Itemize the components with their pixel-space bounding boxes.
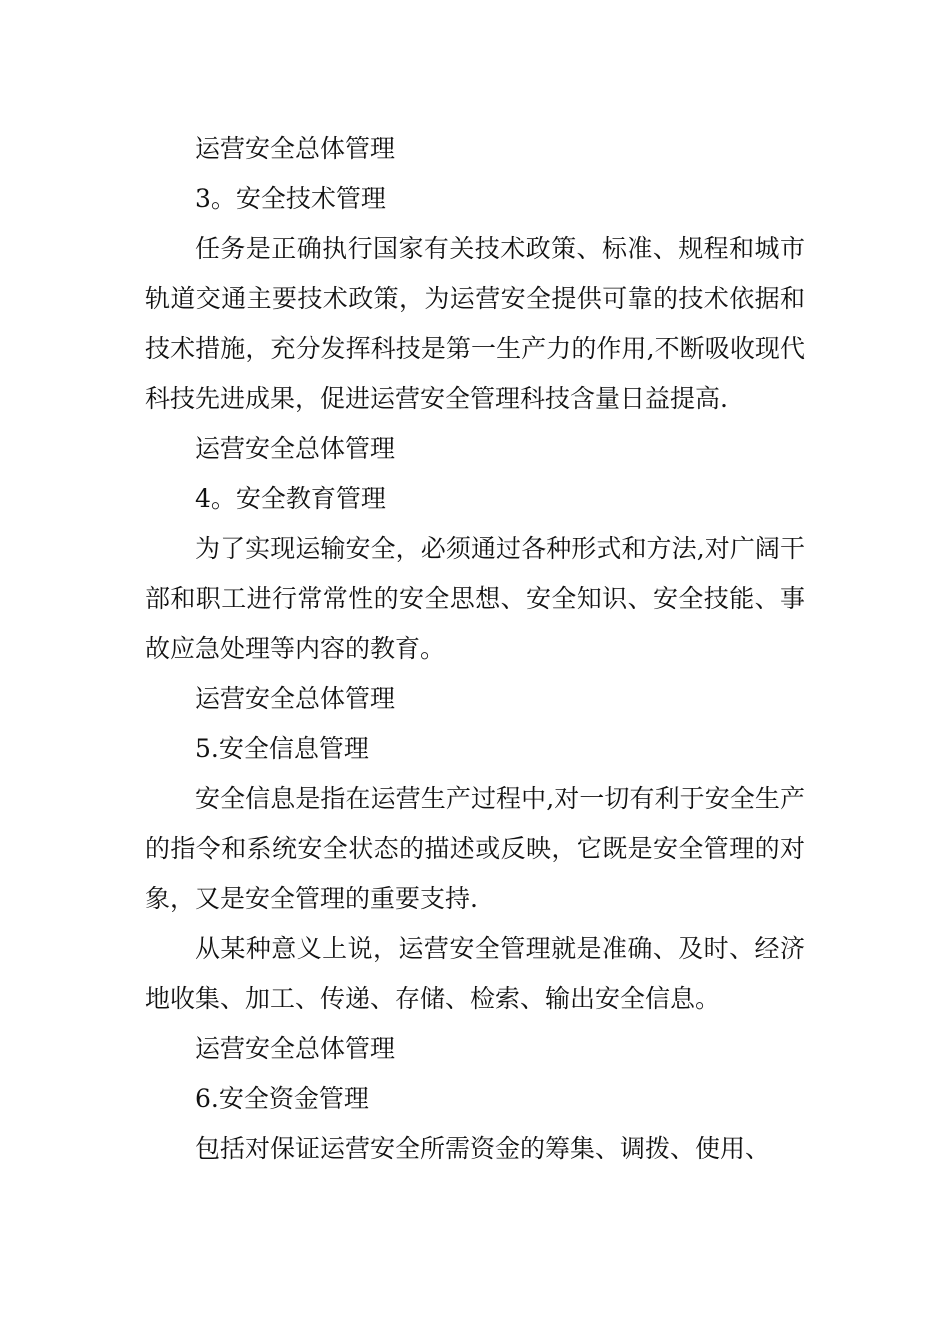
section-heading: 运营安全总体管理 xyxy=(195,134,396,163)
section-heading: 运营安全总体管理 xyxy=(195,684,396,713)
body-paragraph: 为了实现运输安全，必须通过各种形式和方法,对广阔干部和职工进行常常性的安全思想、安全知识、安全技能、事故应急处理等内容的教育。 xyxy=(145,534,805,663)
section-title: 6.安全资金管理 xyxy=(195,1084,369,1113)
body-paragraph: 安全信息是指在运营生产过程中,对一切有利于安全生产的指令和系统安全状态的描述或反映，它既是安全管理的对象，又是安全管理的重要支持. xyxy=(145,784,805,913)
section-heading: 运营安全总体管理 xyxy=(195,1034,396,1063)
section-title: 4。安全教育管理 xyxy=(195,484,386,513)
section-title: 5.安全信息管理 xyxy=(195,734,369,763)
body-paragraph: 从某种意义上说，运营安全管理就是准确、及时、经济地收集、加工、传递、存储、检索、输出安全信息。 xyxy=(145,934,805,1013)
document-body xyxy=(145,124,805,1174)
body-paragraph: 任务是正确执行国家有关技术政策、标准、规程和城市轨道交通主要技术政策，为运营安全提供可靠的技术依据和技术措施，充分发挥科技是第一生产力的作用,不断吸收现代科技先进成果，促进运营安全管理科技含量日益提高. xyxy=(145,234,805,413)
section-title: 3。安全技术管理 xyxy=(195,184,386,213)
body-paragraph: 包括对保证运营安全所需资金的筹集、调拨、使用、 xyxy=(195,1134,771,1163)
section-heading: 运营安全总体管理 xyxy=(195,434,396,463)
